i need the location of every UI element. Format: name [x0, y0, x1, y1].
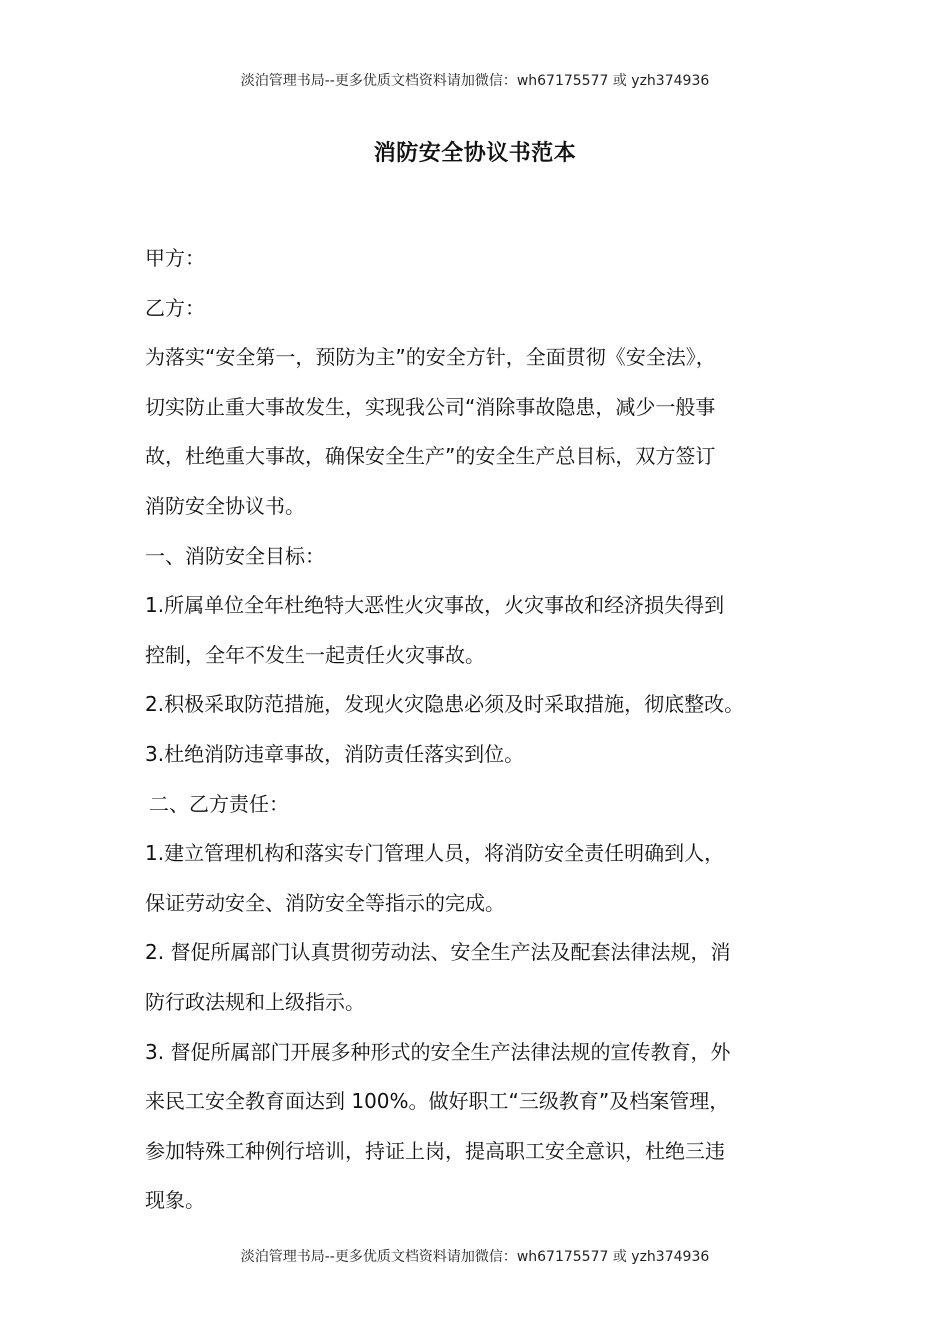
party-a-line: 甲方：: [145, 246, 205, 270]
section-heading-1: 一、消防安全目标：: [145, 543, 325, 568]
section-heading-2: 二、乙方责任：: [149, 791, 289, 816]
section2-item-line: 参加特殊工种例行培训，持证上岗，提高职工安全意识，杜绝三违: [145, 1138, 725, 1163]
section2-item-line: 防行政法规和上级指示。: [145, 989, 365, 1014]
section1-item-line: 3.杜绝消防违章事故，消防责任落实到位。: [145, 741, 525, 766]
section1-item-line: 1.所属单位全年杜绝特大恶性火灾事故，火灾事故和经济损失得到: [145, 593, 725, 618]
document-title: 消防安全协议书范本: [373, 141, 577, 166]
intro-line: 切实防止重大事故发生，实现我公司“消除事故隐患，减少一般事: [145, 394, 716, 419]
intro-line: 消防安全协议书。: [145, 493, 305, 518]
section2-item-line: 保证劳动安全、消防安全等指示的完成。: [145, 890, 505, 915]
section2-item-line: 3. 督促所属部门开展多种形式的安全生产法律法规的宣传教育，外: [145, 1039, 731, 1064]
intro-line: 为落实“安全第一，预防为主”的安全方针，全面贯彻《安全法》，: [145, 345, 716, 370]
section1-item-line: 2.积极采取防范措施，发现火灾隐患必须及时采取措施，彻底整改。: [145, 692, 745, 717]
page-header: 淡泊管理书局--更多优质文档资料请加微信：wh67175577 或 yzh374936: [240, 73, 710, 89]
section2-item-line: 来民工安全教育面达到 100%。做好职工“三级教育”及档案管理，: [145, 1089, 730, 1114]
party-b-line: 乙方：: [145, 295, 205, 320]
section1-item-line: 控制，全年不发生一起责任火灾事故。: [145, 642, 485, 667]
intro-line: 故，杜绝重大事故，确保安全生产”的安全生产总目标，双方签订: [145, 444, 716, 469]
section2-item-line: 2. 督促所属部门认真贯彻劳动法、安全生产法及配套法律法规，消: [145, 940, 731, 965]
page-footer: 淡泊管理书局--更多优质文档资料请加微信：wh67175577 或 yzh374936: [240, 1249, 710, 1265]
section2-item-line: 现象。: [145, 1188, 205, 1213]
document-body: [145, 234, 835, 1226]
section2-item-line: 1.建立管理机构和落实专门管理人员，将消防安全责任明确到人，: [145, 841, 725, 866]
